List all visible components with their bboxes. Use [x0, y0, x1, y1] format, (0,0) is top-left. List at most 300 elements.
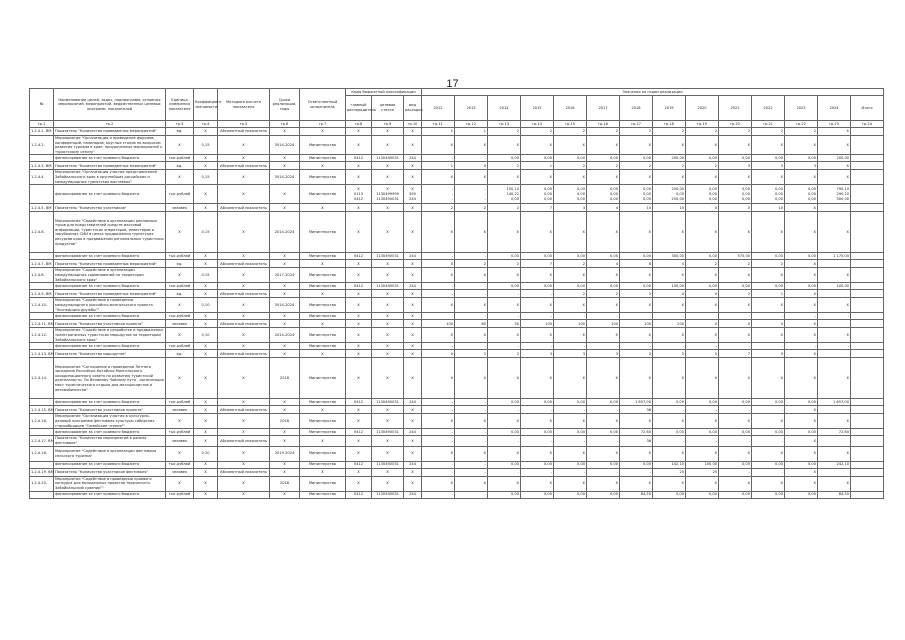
- table-cell: -: [818, 343, 851, 350]
- table-cell: 0,00: [488, 461, 521, 468]
- table-cell: 1: [422, 128, 455, 136]
- table-cell: 2018: [270, 414, 300, 429]
- table-cell: 0,00: [752, 399, 785, 406]
- table-cell: X: [218, 212, 270, 253]
- table-cell: 0,00 0,00 0,00: [686, 185, 719, 204]
- table-cell: 72,60: [818, 429, 851, 436]
- table-cell: X: [270, 162, 300, 170]
- table-cell: 4: [587, 204, 620, 212]
- table-row: [30, 268, 884, 283]
- table-cell: 0,00: [785, 429, 818, 436]
- table-cell: X: [270, 429, 300, 436]
- header-years-group: Значения по годам реализации: [422, 89, 884, 96]
- table-cell: 2019-2024: [270, 446, 300, 461]
- table-cell: X: [346, 212, 372, 253]
- table-cell: 0,00: [554, 429, 587, 436]
- table-cell: 0412: [346, 283, 372, 290]
- table-row: [30, 298, 884, 313]
- table-cell: X: [270, 260, 300, 268]
- table-cell: -: [686, 313, 719, 320]
- table-cell: X: [404, 358, 422, 399]
- table-cell: 300,00: [653, 253, 686, 260]
- table-cell: X: [752, 298, 785, 313]
- table-cell: Министерство: [300, 253, 346, 260]
- table-cell: 0,00: [521, 253, 554, 260]
- table-cell: X: [346, 468, 372, 476]
- table-cell: X: [719, 358, 752, 399]
- table-cell: X: [455, 414, 488, 429]
- table-cell: 100: [587, 320, 620, 328]
- table-cell: 0,00 0,00 0,00: [620, 185, 653, 204]
- table-cell: X: [372, 136, 404, 155]
- table-cell: 0,00: [620, 283, 653, 290]
- table-cell: -: [521, 406, 554, 414]
- table-cell: X: [587, 212, 620, 253]
- table-cell: X: [404, 468, 422, 476]
- table-cell: X: [785, 406, 818, 414]
- table-cell: Министерство: [300, 446, 346, 461]
- table-cell: 0,00: [719, 283, 752, 290]
- table-cell: 2: [620, 128, 653, 136]
- table-cell: X: [521, 476, 554, 491]
- header-total: Итого: [851, 96, 884, 121]
- table-cell: X: [653, 170, 686, 185]
- table-cell: 1.2.4.2.: [30, 136, 54, 155]
- table-cell: X: [346, 436, 372, 446]
- table-cell: X: [719, 170, 752, 185]
- table-cell: -: [752, 436, 785, 446]
- table-cell: [851, 162, 884, 170]
- table-cell: X: [270, 320, 300, 328]
- table-cell: Мероприятие "Организация участия представителей Забайкальского края в крупнейших российских и международных туристских выставках": [54, 170, 166, 185]
- table-cell: X: [194, 320, 218, 328]
- table-cell: -: [521, 290, 554, 298]
- column-code: гр.16: [587, 121, 620, 128]
- table-cell: 7: [521, 204, 554, 212]
- table-cell: 0,00: [488, 253, 521, 260]
- table-cell: X: [372, 170, 404, 185]
- table-cell: 25: [686, 468, 719, 476]
- table-cell: финансирование за счет краевого бюджета: [54, 283, 166, 290]
- table-cell: X: [818, 476, 851, 491]
- table-cell: [851, 185, 884, 204]
- table-cell: 0,00: [488, 155, 521, 162]
- table-cell: X: [194, 185, 218, 204]
- table-cell: 1.2.4.18.: [30, 446, 54, 461]
- table-cell: [851, 461, 884, 468]
- table-cell: 1.2.4.6.: [30, 212, 54, 253]
- table-cell: 20: [653, 468, 686, 476]
- header-year: 2019: [653, 96, 686, 121]
- table-cell: 0412: [346, 461, 372, 468]
- table-cell: 1.2.4.9. ВМ: [30, 290, 54, 298]
- header-year: 2021: [719, 96, 752, 121]
- table-cell: X: [587, 298, 620, 313]
- table-cell: 2017-2024: [270, 268, 300, 283]
- table-cell: X: [818, 162, 851, 170]
- table-cell: Министерство: [300, 491, 346, 498]
- table-cell: X: [194, 350, 218, 358]
- table-cell: X: [372, 328, 404, 343]
- table-cell: 0,00: [719, 429, 752, 436]
- table-cell: X: [653, 298, 686, 313]
- table-cell: 100: [620, 320, 653, 328]
- table-cell: [851, 204, 884, 212]
- table-cell: X: [270, 185, 300, 204]
- column-code: гр.6: [270, 121, 300, 128]
- header-unit: Единица измерения показателя: [166, 89, 194, 121]
- table-cell: -: [455, 290, 488, 298]
- table-row: [30, 253, 884, 260]
- table-cell: X: [166, 358, 194, 399]
- table-cell: -: [719, 343, 752, 350]
- table-cell: -: [455, 461, 488, 468]
- table-cell: X: [270, 128, 300, 136]
- table-cell: -: [752, 343, 785, 350]
- table-cell: X: [270, 406, 300, 414]
- table-cell: 244: [404, 283, 422, 290]
- table-cell: X: [404, 204, 422, 212]
- table-cell: [818, 320, 851, 328]
- table-cell: X: [554, 358, 587, 399]
- table-cell: ед.: [166, 350, 194, 358]
- table-cell: X: [346, 350, 372, 358]
- table-cell: 2014-2024: [270, 212, 300, 253]
- header-year: 2018: [620, 96, 653, 121]
- table-cell: ед.: [166, 260, 194, 268]
- table-cell: Министерство: [300, 399, 346, 406]
- table-cell: 4: [653, 260, 686, 268]
- table-cell: 2: [719, 260, 752, 268]
- table-cell: X: [488, 414, 521, 429]
- table-cell: X: [785, 260, 818, 268]
- table-cell: Мероприятие "Содействие в организации фестиваля сельского туризма": [54, 446, 166, 461]
- table-cell: 2: [587, 128, 620, 136]
- table-cell: [851, 155, 884, 162]
- table-cell: Министерство: [300, 414, 346, 429]
- table-cell: X: [521, 328, 554, 343]
- table-cell: 1.2.4.4.: [30, 170, 54, 185]
- table-cell: 1.2.4.7. ВМ: [30, 260, 54, 268]
- table-cell: X: [422, 414, 455, 429]
- table-cell: 2: [455, 204, 488, 212]
- table-cell: 0,00: [686, 283, 719, 290]
- table-cell: X: [686, 212, 719, 253]
- table-cell: 0,00: [719, 399, 752, 406]
- table-cell: 2014-2024: [270, 298, 300, 313]
- table-cell: X: [404, 414, 422, 429]
- table-cell: X: [752, 268, 785, 283]
- table-cell: 2: [719, 290, 752, 298]
- table-cell: X: [521, 298, 554, 313]
- column-code: гр.8: [346, 121, 372, 128]
- table-cell: финансирование за счет краевого бюджета: [54, 343, 166, 350]
- table-cell: [818, 468, 851, 476]
- table-cell: -: [422, 429, 455, 436]
- table-cell: X: [300, 128, 346, 136]
- table-cell: Абсолютный показатель: [218, 128, 270, 136]
- table-cell: тыс.рублей: [166, 429, 194, 436]
- table-cell: 1: [455, 128, 488, 136]
- table-cell: X: [488, 298, 521, 313]
- table-cell: 0,00 0,00 0,00: [752, 185, 785, 204]
- table-cell: 0,00: [653, 429, 686, 436]
- table-cell: X: [653, 446, 686, 461]
- table-cell: 0,00: [785, 155, 818, 162]
- table-cell: X: [194, 204, 218, 212]
- table-cell: финансирование за счет краевого бюджета: [54, 399, 166, 406]
- table-cell: 0,00: [521, 491, 554, 498]
- table-cell: X: [346, 128, 372, 136]
- table-cell: Показатель "Количество проведенных мероприятий": [54, 162, 166, 170]
- table-cell: [851, 343, 884, 350]
- table-cell: X: [620, 446, 653, 461]
- table-cell: [30, 491, 54, 498]
- table-row: [30, 155, 884, 162]
- table-cell: тыс.рублей: [166, 253, 194, 260]
- table-cell: 2: [686, 162, 719, 170]
- table-cell: 2: [488, 260, 521, 268]
- table-cell: X: [300, 406, 346, 414]
- table-cell: 0412: [346, 491, 372, 498]
- column-code: гр.13: [488, 121, 521, 128]
- table-cell: [30, 343, 54, 350]
- table-cell: [851, 446, 884, 461]
- table-cell: 100: [554, 320, 587, 328]
- table-cell: X: [752, 328, 785, 343]
- table-cell: X: [686, 268, 719, 283]
- table-row: [30, 260, 884, 268]
- table-cell: тыс.рублей: [166, 491, 194, 498]
- header-year: 2016: [554, 96, 587, 121]
- table-cell: 142,10: [653, 461, 686, 468]
- column-code: гр.7: [300, 121, 346, 128]
- table-cell: X: [521, 268, 554, 283]
- table-cell: X: [404, 320, 422, 328]
- column-code: гр.17: [620, 121, 653, 128]
- table-cell: X 390 244: [404, 185, 422, 204]
- table-cell: X: [818, 136, 851, 155]
- table-cell: 0,15: [194, 170, 218, 185]
- table-cell: X: [372, 350, 404, 358]
- table-cell: 0,00: [719, 491, 752, 498]
- table-cell: X: [554, 136, 587, 155]
- table-cell: X: [719, 476, 752, 491]
- table-cell: X: [218, 253, 270, 260]
- table-cell: 0,00 0,00 0,00: [587, 185, 620, 204]
- table-cell: X: [166, 298, 194, 313]
- table-cell: Министерство: [300, 328, 346, 343]
- table-cell: -: [587, 468, 620, 476]
- table-cell: X: [194, 290, 218, 298]
- table-cell: Министерство: [300, 298, 346, 313]
- table-cell: 0,00: [587, 491, 620, 498]
- table-cell: 0,00: [620, 461, 653, 468]
- table-cell: тыс.рублей: [166, 313, 194, 320]
- table-cell: X: [587, 414, 620, 429]
- table-cell: Мероприятие "Организация участия в культурно-деловой программе фестиваля культуры сибирских старообрядцев "Семейские чтения"": [54, 414, 166, 429]
- table-cell: X: [785, 436, 818, 446]
- table-cell: X: [422, 446, 455, 461]
- table-cell: X: [218, 429, 270, 436]
- table-cell: 50: [488, 320, 521, 328]
- table-cell: X: [455, 358, 488, 399]
- table-row: [30, 414, 884, 429]
- table-cell: [30, 399, 54, 406]
- table-cell: 1130490031: [372, 461, 404, 468]
- table-cell: Показатель "Количество участников проекта": [54, 406, 166, 414]
- table-cell: -: [686, 343, 719, 350]
- table-cell: 0,00: [785, 461, 818, 468]
- table-cell: X: [785, 358, 818, 399]
- table-cell: X: [521, 358, 554, 399]
- table-cell: -: [488, 313, 521, 320]
- table-cell: 1: [422, 162, 455, 170]
- table-cell: X: [218, 268, 270, 283]
- table-row: [30, 468, 884, 476]
- table-row: [30, 185, 884, 204]
- table-cell: 0,00 0,00 0,00: [719, 185, 752, 204]
- table-cell: Мероприятие "Содействие в проведении международного российско-монгольского проекта "Экспедиция дружбы"": [54, 298, 166, 313]
- table-cell: Показатель "Количество проведенных мероприятий": [54, 290, 166, 298]
- column-code: гр.12: [455, 121, 488, 128]
- table-cell: X: [270, 491, 300, 498]
- table-cell: 244: [404, 399, 422, 406]
- table-cell: X: [372, 446, 404, 461]
- table-cell: X: [818, 128, 851, 136]
- table-cell: -: [422, 313, 455, 320]
- table-cell: -: [455, 343, 488, 350]
- column-code: гр.18: [653, 121, 686, 128]
- table-cell: Министерство: [300, 358, 346, 399]
- table-cell: X: [587, 358, 620, 399]
- table-cell: X: [818, 170, 851, 185]
- table-cell: [851, 320, 884, 328]
- table-cell: 790,10 290,10 500,00: [818, 185, 851, 204]
- table-cell: 0,00: [719, 155, 752, 162]
- table-cell: X: [488, 476, 521, 491]
- table-cell: Показатель "Количество участников фестиваля": [54, 468, 166, 476]
- header-grbs: главный распорядитель: [346, 96, 372, 121]
- table-cell: 0,00: [554, 155, 587, 162]
- table-row: [30, 429, 884, 436]
- table-cell: X: [372, 436, 404, 446]
- table-cell: Мероприятие "Содействие в организации рекламных туров для представителей средств массовой информации, туристских операторов, инвесторов и зарубежных СМИ в целях продвижения туристских ресурсов края в продвижении региональных туристских продуктов": [54, 212, 166, 253]
- header-year: 2017: [587, 96, 620, 121]
- table-cell: 0,00: [587, 429, 620, 436]
- table-cell: 1.2.4.17. ВМ: [30, 436, 54, 446]
- table-cell: X: [404, 128, 422, 136]
- table-cell: X 1130499999 1130490031: [372, 185, 404, 204]
- table-cell: X: [270, 461, 300, 468]
- table-cell: X: [554, 268, 587, 283]
- table-cell: X: [346, 136, 372, 155]
- table-cell: 2: [554, 128, 587, 136]
- table-cell: X: [422, 476, 455, 491]
- table-cell: X: [372, 260, 404, 268]
- table-cell: X: [270, 253, 300, 260]
- table-cell: 3: [554, 350, 587, 358]
- header-year: 2022: [752, 96, 785, 121]
- table-cell: ед.: [166, 290, 194, 298]
- table-cell: -: [752, 406, 785, 414]
- table-cell: Министерство: [300, 268, 346, 283]
- table-cell: X: [653, 476, 686, 491]
- table-cell: X: [300, 260, 346, 268]
- table-cell: 0: [686, 204, 719, 212]
- header-year: 2015: [521, 96, 554, 121]
- header-year: 2020: [686, 96, 719, 121]
- table-cell: 2: [554, 290, 587, 298]
- table-cell: 100,00: [653, 283, 686, 290]
- table-cell: 2018: [270, 358, 300, 399]
- table-cell: X: [686, 328, 719, 343]
- table-cell: X: [521, 212, 554, 253]
- table-cell: 10: [752, 204, 785, 212]
- table-cell: X: [194, 260, 218, 268]
- table-cell: финансирование за счет краевого бюджета: [54, 313, 166, 320]
- table-cell: 84,50: [620, 491, 653, 498]
- table-cell: [30, 155, 54, 162]
- table-cell: 0,00: [752, 491, 785, 498]
- table-cell: 3: [785, 162, 818, 170]
- table-cell: X: [686, 446, 719, 461]
- table-cell: X: [218, 446, 270, 461]
- table-cell: X: [785, 290, 818, 298]
- table-row: [30, 128, 884, 136]
- table-cell: человек: [166, 406, 194, 414]
- table-cell: X: [620, 328, 653, 343]
- table-row: [30, 162, 884, 170]
- table-cell: -: [521, 313, 554, 320]
- table-cell: 1.2.4.8.: [30, 268, 54, 283]
- table-cell: X: [752, 170, 785, 185]
- table-row: [30, 328, 884, 343]
- table-cell: X: [218, 399, 270, 406]
- table-cell: 0,00: [521, 155, 554, 162]
- table-cell: 3: [521, 350, 554, 358]
- table-cell: X: [719, 268, 752, 283]
- table-cell: 200,00: [818, 155, 851, 162]
- table-cell: 0412: [346, 253, 372, 260]
- table-cell: 0,00 0,00 0,00: [554, 185, 587, 204]
- column-code: гр.1: [30, 121, 54, 128]
- header-executor: Ответственный исполнитель: [300, 89, 346, 121]
- table-cell: 1.2.4.16.: [30, 414, 54, 429]
- table-cell: X: [620, 136, 653, 155]
- table-cell: [851, 212, 884, 253]
- table-cell: 0,00: [785, 283, 818, 290]
- table-cell: Абсолютный показатель: [218, 436, 270, 446]
- table-cell: X: [620, 358, 653, 399]
- table-cell: X: [372, 290, 404, 298]
- table-cell: X: [346, 446, 372, 461]
- table-cell: X: [554, 328, 587, 343]
- table-cell: [851, 491, 884, 498]
- table-cell: X: [785, 350, 818, 358]
- table-cell: X: [300, 350, 346, 358]
- table-cell: [30, 461, 54, 468]
- table-cell: X: [422, 328, 455, 343]
- table-cell: X: [488, 328, 521, 343]
- table-cell: 3: [587, 350, 620, 358]
- table-cell: Показатель "Количество проведенных мероприятий": [54, 260, 166, 268]
- table-cell: X: [166, 328, 194, 343]
- table-cell: X: [346, 260, 372, 268]
- table-cell: X: [372, 406, 404, 414]
- table-cell: X: [554, 298, 587, 313]
- table-cell: 2: [785, 128, 818, 136]
